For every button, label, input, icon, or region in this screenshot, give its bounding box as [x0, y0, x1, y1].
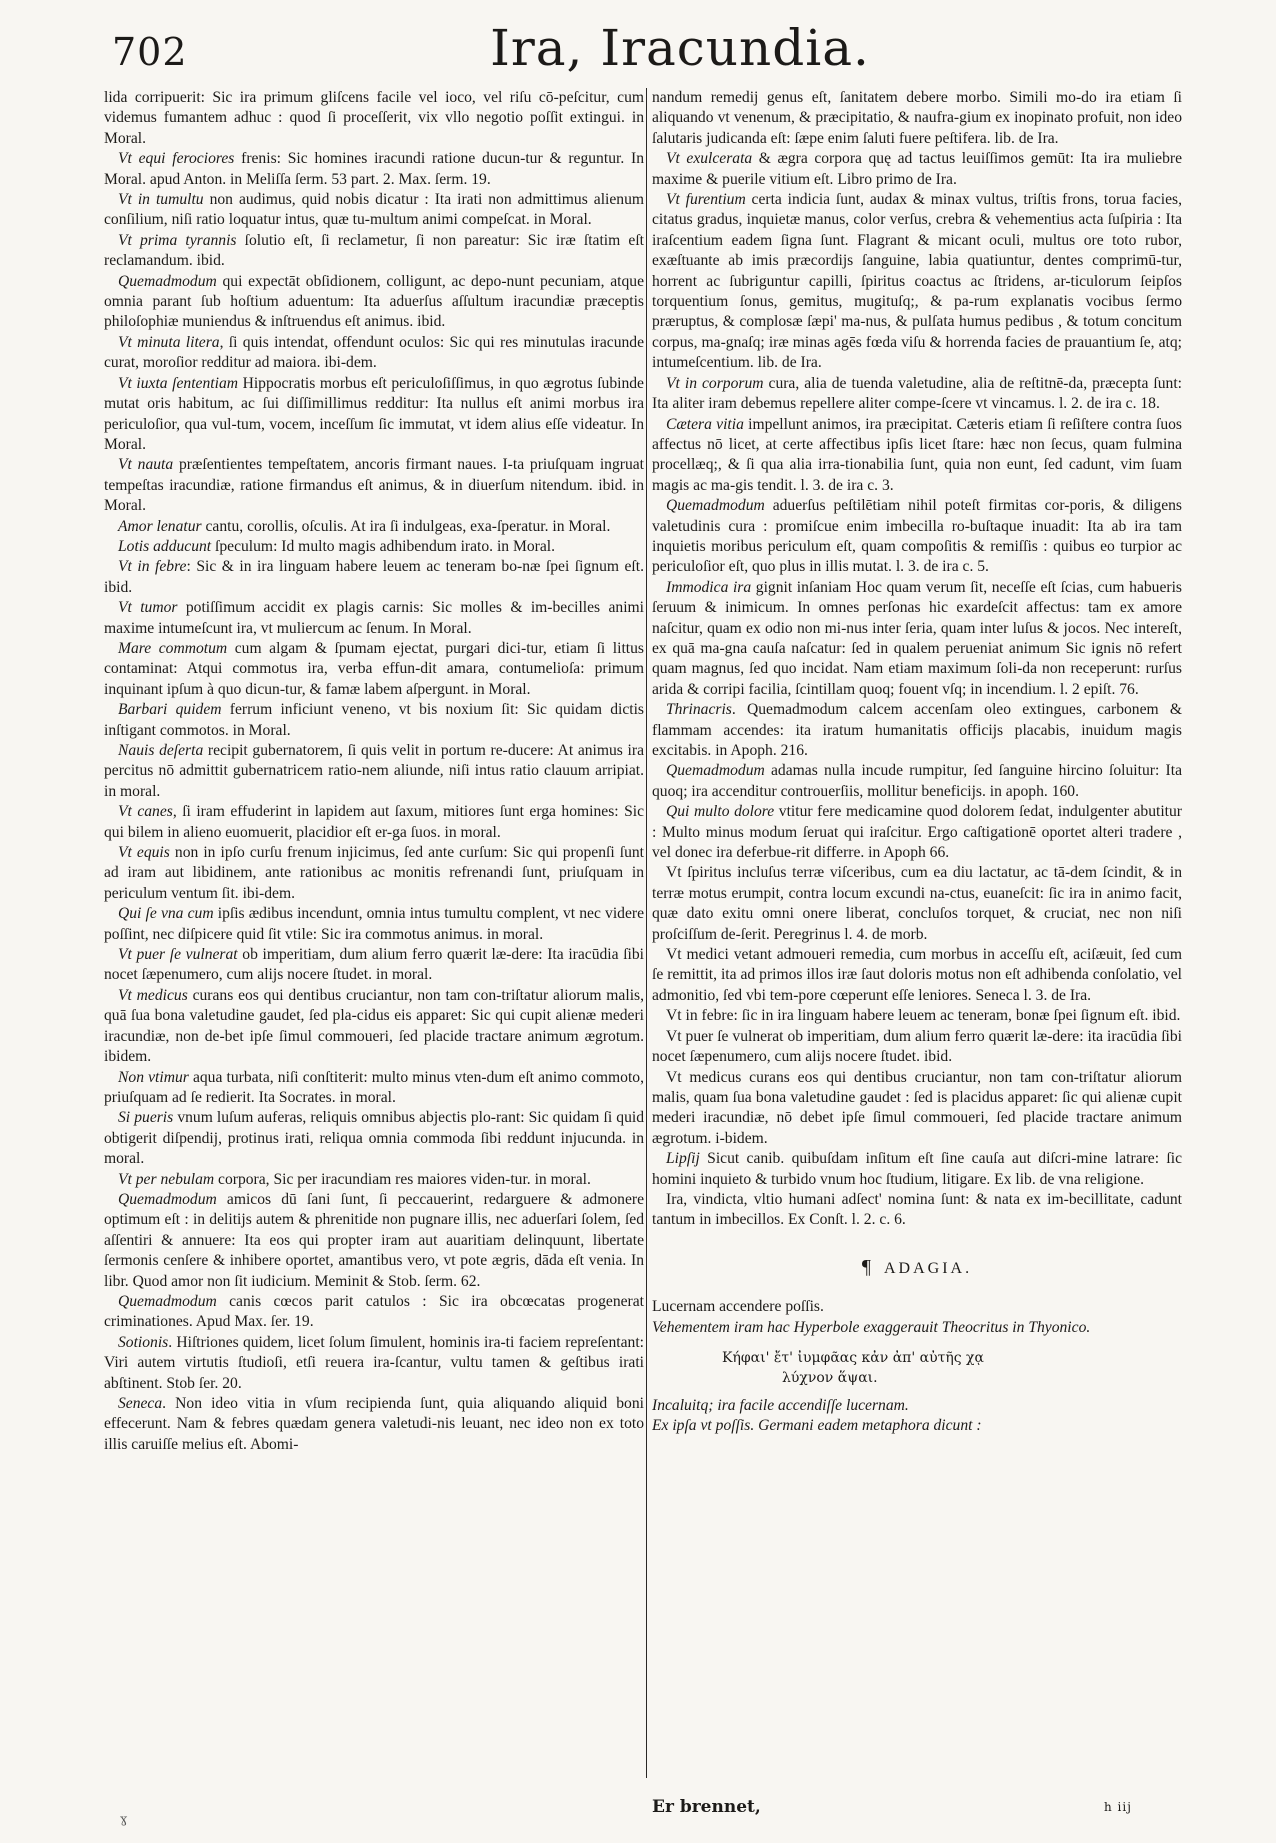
paragraph: [652, 190, 1182, 374]
paragraph: [652, 88, 1182, 149]
paragraph-lead: Nauis deſerta: [118, 742, 204, 759]
paragraph-text: . Quemadmodum calcem accenſam oleo extingues, carbonem & flammam accendes: ita iratum humanitatis officijs placabis, inuidum magis excitabis. in Apoph. 216.: [652, 701, 1182, 759]
paragraph-lead: Qui ſe vna cum: [118, 905, 214, 923]
paragraph-text: Hippocratis morbus eſt periculoſiſſimus, in quo ægrotus ſubinde mutat oris habitum, ac ſui diſſimillimus redditur: Ita nullus eſt animi morbus ira periculoſior, qua vul-tum, vocem, inceſſum ſic immutat, vt idem alius eſſe videatur. In Moral.: [104, 374, 644, 453]
paragraph: [104, 802, 644, 843]
paragraph-text: ferrum inficiunt veneno, vt bis noxium ſit: Sic quidam dictis inſtigant commotos. in Moral.: [104, 701, 644, 739]
paragraph-lead: Quemadmodum: [666, 762, 765, 780]
adagia-heading-text: ADAGIA.: [883, 1259, 973, 1277]
paragraph: [104, 1292, 644, 1333]
paragraph-lead: Vt puer ſe vulnerat: [118, 946, 238, 964]
paragraph: [104, 517, 644, 537]
paragraph: [652, 1006, 1182, 1026]
paragraph-lead: Vt in tumultu: [118, 191, 204, 209]
paragraph: [104, 1394, 644, 1455]
paragraph-lead: Sotionis: [118, 1333, 169, 1351]
page-number: 702: [112, 30, 188, 74]
paragraph-text: amicos dū ſani ſunt, ſi peccauerint, redarguere & admonere optimum eſt : in delitijs autem & phrenitide non pugnare illis, nec aduerſari ſolem, ſed aſſentiri & annuere: Ita eos qui propter iram aut auaritiam delinquunt, libertate ſermonis cenſere & inhibere oportet, amantibus vero, vt pote ægris, dāda eſt venia. In libr. Quod amor non ſit iudicium. Meminit & Stob. ſerm. 62.: [104, 1190, 644, 1290]
paragraph: [104, 1333, 644, 1394]
paragraph-text: vtitur fere medicamine quod dolorem ſedat, indulgenter abutitur : Multo minus modum ſeruat qui iraſcitur. Ergo caſtigationē oportet alteri tradere , vel donec ira deferbue-rit differre. in Apoph 66.: [652, 803, 1182, 862]
greek-line-1: Κήφαι' ἔτ' ἰυμφᾶας κἀν ἀπ' αὐτῆς χᾳ: [722, 1349, 984, 1366]
paragraph-lead: Vt prima tyrannis: [118, 231, 237, 249]
paragraph-text: frenis: Sic homines iracundi ratione ducun-tur & reguntur. In Moral. apud Anton. in Meliſſa ſerm. 53 part. 2. Max. ſerm. 19.: [104, 150, 644, 188]
paragraph: [652, 761, 1182, 802]
paragraph-lead: Vt equis: [118, 844, 170, 862]
paragraph: [104, 1108, 644, 1169]
paragraph-text: . Hiſtriones quidem, licet ſolum ſimulent, hominis ira-ti faciem repreſentant: Viri autem virtutis ſtudioſi, etſi reuera ira-ſcantur, vultu tamen & geſtibus irati abſtinent. Stob ſer. 20.: [104, 1333, 644, 1392]
paragraph: [652, 496, 1182, 578]
paragraph-lead: Lipſij: [666, 1150, 700, 1168]
paragraph-text: Vt ſpiritus incluſus terræ viſceribus, cum ea diu lactatur, ac tā-dem ſcindit, & in terræ motus erumpit, contra locum excundi na-ctus, euaneſcit: ſic ira in animo facit, quæ dato exitu omni onere liberat, concluſos torquet, & cruciat, nec non niſi proſciſſum de-ſerit. Peregrinus l. 4. de morb.: [652, 864, 1182, 943]
paragraph-text: curans eos qui dentibus cruciantur, non tam con-triſtatur aliorum malis, quā ſua bona valetudine gaudet, ſed pla-cidus eis apparet: Sic qui cupit alienæ mederi iracundiæ, non de-bet ipſe ſimul commoueri, ſed placide tractare animum ægrotum. ibidem.: [104, 986, 644, 1066]
paragraph-text: Vt puer ſe vulnerat ob imperitiam, dum alium ferro quærit læ-dere: ita iracūdia ſibi nocet ſæpenumero, cum alijs nocere ſtudet. ibid.: [652, 1027, 1182, 1066]
paragraph-text: certa indicia ſunt, audax & minax vultus, triſtis frons, torua facies, citatus gradus, inquietæ manus, color verſus, crebra & vehementius acta ſuſpiria : Ita iraſcentium eadem ſigna ſunt. Flagrant & micant oculi, multus ore toto rubor, exæſtuante ab imis præcordijs ſanguine, labia quatiuntur, dentes comprimū-tur, horrent ac ſubriguntur capilli, ſpiritus coactus ac ſtridens, ar-ticulorum ſeipſos torquentium ſonus, gemitus, mugituſq;, & pa-rum explanatis vocibus ſermo præruptus, & complosæ ſæpi' ma-nus, & pulſata humus pedibus , & totum concitum corpus, ma-gnaſq; iræ minas agēs fœda viſu & horrenda facies de prauantium ſe, atq; intumeſcentium. lib. de Ira.: [652, 191, 1182, 372]
paragraph-lead: Vt per nebulam: [118, 1170, 215, 1188]
paragraph-text: qui expectāt obſidionem, colligunt, ac depo-nunt pecuniam, atque omnia parant ſub hoſtium aduentum: Ita aduerſus aſſultum iracundiæ præceptis philoſophiæ muniendus & inſtruendus eſt animus. ibid.: [104, 272, 644, 331]
paragraph-lead: Amor lenatur: [118, 517, 202, 535]
paragraph-lead: Thrinacris: [666, 701, 732, 719]
paragraph: [104, 945, 644, 986]
paragraph-text: impellunt animos, ira præcipitat. Cæteris etiam ſi reſiſtere contra ſuos affectus nō licet, at certe affectibus ipſis licet ſtare: hæc non ſecus, quam fulmina procellæq;, & ſi qua alia irra-tionabilia ſunt, quia non eunt, ſed cadunt, vim ſuam magis ac ma-gis tendit. l. 3. de ira c. 3.: [652, 415, 1182, 494]
paragraph-text: nandum remedij genus eſt, ſanitatem debere morbo. Simili mo-do ira etiam ſi aliquando vt venenum, & præcipitatio, & naufra-gium ex inopinato profuit, non ideo ſalutaris judicanda eſt: ſæpe enim ſaluti fuere peſtifera. lib. de Ira.: [652, 89, 1182, 147]
greek-line-2: λύχνον ἅψαι.: [782, 1369, 878, 1386]
paragraph-lead: Qui multo dolore: [666, 803, 775, 821]
paragraph-lead: Vt medicus: [118, 986, 188, 1004]
paragraph-text: Vt medici vetant admoueri remedia, cum morbus in acceſſu eſt, aciſæuit, ſed cum ſe remittit, ita ad primos illos iræ ſaut doloris motus non eſt adhibenda conſolatio, vel admonitio, ſed vbi tem-pore cœperunt eſſe leniores. Seneca l. 3. de Ira.: [652, 946, 1182, 1004]
paragraph: [652, 802, 1182, 863]
paragraph-text: recipit gubernatorem, ſi quis velit in portum re-ducere: At animus ira percitus nō admittit gubernatricem ratio-nem aliunde, niſi intus ratio clauum arripiat. in moral.: [104, 742, 644, 800]
adagia-line-2: Vehementem iram hac Hyperbole exaggerauit Theocritus in Thyonico.: [652, 1318, 1091, 1336]
paragraph-text: cum algam & ſpumam ejectat, purgari dici-tur, etiam ſi littus contaminat: Atqui commotus ira, verba effun-dit amara, contumelioſa: primum inquinant ipſum à quo dicun-tur, & famæ labem aſpergunt. in Moral.: [104, 639, 644, 698]
paragraph: [652, 1068, 1182, 1150]
paragraph-text: , ſi quis intendat, offendunt oculos: Sic qui res minutulas iracunde curat, moroſior redditur ad maiora. ibi-dem.: [104, 333, 644, 372]
paragraph: [104, 557, 644, 598]
paragraph: [104, 190, 644, 231]
paragraph: [104, 843, 644, 904]
paragraph-lead: Vt minuta litera: [118, 333, 220, 351]
paragraph-text: Vt medicus curans eos qui dentibus cruciantur, non tam con-triſtatur aliorum malis, quam ſua bona valetudine gaudet : ſed is placidus apparet: ſic qui alienæ cupit mederi iracundiæ, nō debet ipſe ſimul commoueri, ſed placide tractare animum ægrotum. i-bidem.: [652, 1068, 1182, 1147]
running-title: Ira, Iracundia.: [490, 19, 870, 77]
paragraph: [652, 700, 1182, 761]
catchword: Er brennet,: [652, 1797, 761, 1817]
adagia-line-4: Ex ipſa vt poſſis. Germani eadem metaphora dicunt :: [652, 1417, 982, 1435]
paragraph-text: ſpeculum: Id multo magis adhibendum irato. in Moral.: [211, 537, 556, 555]
paragraph: [104, 1190, 644, 1292]
paragraph: [652, 578, 1182, 700]
paragraph: [104, 374, 644, 456]
greek-quotation: [722, 1348, 1182, 1388]
paragraph: [104, 986, 644, 1068]
paragraph-text: adamas nulla incude rumpitur, ſed ſanguine hircino ſoluitur: Ita quoq; ira accenditur controuerſiis, mollitur beneficijs. in apoph. 160.: [652, 762, 1182, 800]
paragraph: [104, 639, 644, 700]
paragraph: [652, 1027, 1182, 1068]
paragraph-text: Ira, vindicta, vltio humani adſect' nomina ſunt: & nata ex im-becillitate, cadunt tantum in imbecillos. Ex Conſt. l. 2. c. 6.: [652, 1190, 1182, 1229]
paragraph: [652, 1149, 1182, 1190]
paragraph-text: Sicut canib. quibuſdam inſitum eſt ſine cauſa aut diſcri-mine latrare: ſic homini inquieto & turbido vnum hoc ſtudium, litigare. Ex lib. de vna religione.: [652, 1150, 1182, 1188]
paragraph-lead: Seneca: [118, 1395, 163, 1412]
paragraph-text: cura, alia de tuenda valetudine, alia de reſtitnē-da, præcepta ſunt: Ita aliter iram debemus repellere aliter compe-ſcere vt vincamus. l. 2. de ira c. 18.: [652, 374, 1182, 413]
paragraph-lead: Vt iuxta ſententiam: [118, 374, 238, 392]
paragraph-lead: Vt nauta: [118, 456, 174, 474]
paragraph: [104, 333, 644, 374]
paragraph-text: vnum luſum auferas, reliquis omnibus abjectis plo-rant: Sic quidam ſi quid obtigerit diſpendij, protinus irati, reliqua omnia commoda ſibi reddunt injucunda. in moral.: [104, 1109, 644, 1168]
paragraph-lead: Quemadmodum: [118, 272, 217, 290]
paragraph-lead: Vt in corporum: [666, 374, 764, 392]
paragraph-text: corpora, Sic per iracundiam res maiores viden-tur. in moral.: [214, 1170, 591, 1188]
paragraph: [104, 904, 644, 945]
paragraph-lead: Vt exulcerata: [666, 150, 753, 168]
paragraph: [652, 149, 1182, 190]
paragraph-lead: Vt equi ferociores: [118, 150, 235, 168]
paragraph: [104, 272, 644, 333]
paragraph: [652, 415, 1182, 497]
paragraph-text: ob imperitiam, dum alium ferro quærit læ-dere: Ita iracūdia ſibi nocet ſæpenumero, cum alijs nocere ſtudet. in moral.: [104, 946, 644, 984]
paragraph: [104, 1068, 644, 1109]
paragraph-text: ſolutio eſt, ſi reclametur, ſi non pareatur: Sic iræ ſtatim eſt reclamandum. ibid.: [104, 231, 644, 270]
paragraph-text: non in ipſo curſu frenum injicimus, ſed ante curſum: Sic qui propenſi ſunt ad iram aut libidinem, ante rationibus ac monitis refrenandi ſunt, priuſquam in periculum ventum ſit. ibi-dem.: [104, 844, 644, 902]
paragraph-lead: Quemadmodum: [666, 497, 765, 515]
paragraph: [104, 455, 644, 516]
paragraph-text: lida corripuerit: Sic ira primum gliſcens facile vel ioco, vel riſu cō-peſcitur, cum videmus fumantem adhuc : quod ſi proceſſerit, vix vllo negotio poſſit extingui. in Moral.: [104, 89, 644, 147]
paragraph-lead: Lotis adducunt: [118, 537, 212, 555]
paragraph-lead: Non vtimur: [118, 1068, 189, 1086]
paragraph-text: . Non ideo vitia in vſum recipienda ſunt, quia aliquando aliquid boni effecerunt. Nam & febres quædam genera valetudi-nis leuant, nec ideo non ex toto illis caruiſſe melius eſt. Abomi-: [104, 1395, 644, 1453]
paragraph-lead: Quemadmodum: [118, 1190, 217, 1208]
paragraph-text: præſentientes tempeſtatem, ancoris firmant naues. I-ta priuſquam ingruat tempeſtas iracundiæ, ratione firmandus eſt animus, & in diuerſum nitendum. ibid. in Moral.: [104, 456, 644, 515]
right-column: [652, 88, 1182, 1818]
paragraph: [652, 945, 1182, 1006]
paragraph: [652, 374, 1182, 415]
paragraph-lead: Vt furentium: [666, 191, 746, 209]
right-column-paragraphs: [652, 88, 1182, 1231]
left-column: [104, 88, 644, 1818]
paragraph: [104, 1170, 644, 1190]
paragraph: [104, 741, 644, 802]
paragraph-lead: Barbari quidem: [118, 701, 222, 719]
adagia-line-1: Lucernam accendere poſſis.: [652, 1298, 824, 1316]
paragraph-text: gignit inſaniam Hoc quam verum ſit, neceſſe eſt ſcias, cum habueris ſeruum & inimicum. In omnes perſonas hic exardeſcit affectus: tam ex amore naſcitur, quam ex odio non mi-nus inter ſeria, quam inter luſus & jocos. Nec intereſt, ex quā ma-gna cauſa naſcatur: ſed in qualem perueniat animum Sic ignis nō refert quam magnus, ſed quo incidat. Nam etiam maximum ſoli-da non receperunt: rurſus arida & corripi facilia, ſcintillam quoq; fouent vſq; in incendium. l. 2 epiſt. 76.: [652, 578, 1182, 698]
paragraph: [652, 1190, 1182, 1231]
paragraph-lead: Immodica ira: [666, 578, 752, 596]
paragraph-lead: Quemadmodum: [118, 1292, 217, 1310]
paragraph-lead: Vt in febre: [118, 558, 187, 576]
paragraph-lead: Si pueris: [118, 1109, 174, 1127]
column-divider: [646, 88, 647, 1778]
paragraph-text: potiſſimum accidit ex plagis carnis: Sic molles & im-becilles animi maxime intumeſcunt ira, vt muliercum ac ſenum. In Moral.: [104, 599, 644, 637]
paragraph-text: , ſi iram effuderint in lapidem aut ſaxum, mitiores ſunt erga homines: Sic qui bilem in alieno euomuerit, placidior eſt er-ga ſuos. in moral.: [104, 803, 644, 841]
paragraph-lead: Vt tumor: [118, 599, 178, 617]
paragraph: [104, 700, 644, 741]
paragraph-text: & ægra corpora quę ad tactus leuiſſimos gemūt: Ita ira muliebre maxime & puerile vitium eſt. Libro primo de Ira.: [652, 150, 1182, 188]
paragraph-lead: Vt canes: [118, 803, 173, 821]
pilcrow-icon: ¶: [861, 1255, 874, 1278]
adagia-line-3: Incaluitq; ira facile accendiſſe lucernam.: [652, 1396, 909, 1414]
paragraph-text: Vt in febre: ſic in ira linguam habere leuem ac teneram, bonæ ſpei ſignum eſt. ibid.: [666, 1007, 1181, 1025]
paragraph-text: aqua turbata, niſi conſtiterit: multo minus vten-dum eſt animo commoto, priuſquam ad ſe redierit. Ita Socrates. in moral.: [104, 1068, 644, 1106]
paragraph: [652, 863, 1182, 945]
paragraph: [104, 149, 644, 190]
paragraph-text: canis cœcos parit catulos : Sic ira obcœcatas progenerat criminationes. Apud Max. ſer. 19.: [104, 1292, 644, 1331]
signature-mark: h iij: [1104, 1800, 1132, 1814]
paragraph: [104, 231, 644, 272]
paragraph: [104, 598, 644, 639]
paragraph-text: non audimus, quid nobis dicatur : Ita irati non admittimus alienum conſilium, niſi ratio loquatur intus, quæ tu-multum animi compeſcat. in Moral.: [104, 191, 644, 229]
paragraph: [104, 88, 644, 149]
paragraph-text: aduerſus peſtilētiam nihil poteſt firmitas cor-poris, & diligens valetudinis cura : promiſcue enim imbecilla ro-buſtaque inuadit: Ita ab ira tam inquietis moribus periculum eſt, quam compoſitis & remiſſis : quibus eo turpior ac periculoſior eſt, quo plus in illis mutat. l. 3. de ira c. 5.: [652, 497, 1182, 576]
paragraph-lead: Mare commotum: [118, 639, 228, 657]
adagia-heading: [652, 1257, 1182, 1279]
corner-mark: ɣ: [120, 1812, 128, 1826]
paragraph: [104, 537, 644, 557]
paragraph-lead: Cætera vitia: [666, 415, 744, 433]
paragraph-text: ipſis ædibus incendunt, omnia intus tumultu complent, vt nec videre poſſint, nec diſpicere quid ſit vtile: Sic ira commotus animus. in moral.: [104, 905, 644, 943]
paragraph-text: cantu, corollis, oſculis. At ira ſi indulgeas, exa-ſperatur. in Moral.: [201, 517, 611, 535]
paragraph-text: : Sic & in ira linguam habere leuem ac teneram bo-næ ſpei ſignum eſt. ibid.: [104, 558, 644, 596]
